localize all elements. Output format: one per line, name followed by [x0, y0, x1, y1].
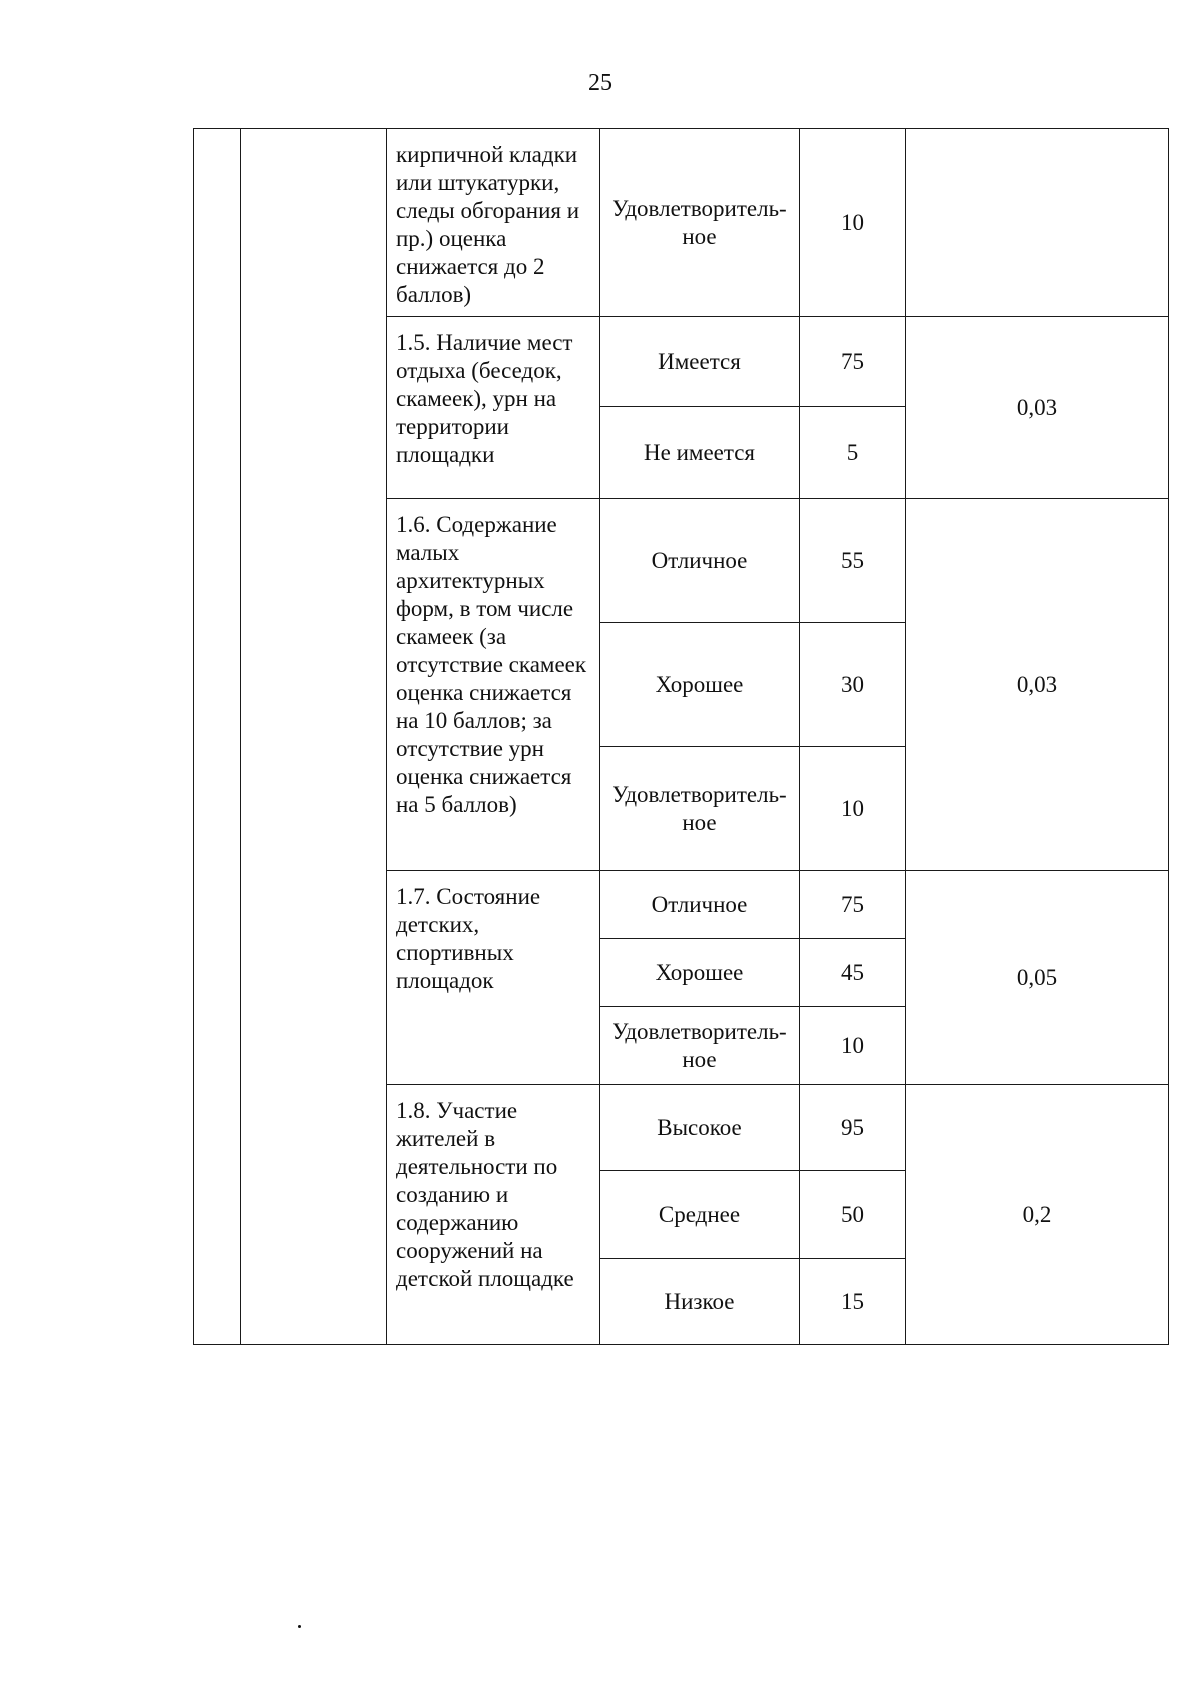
- score-cell: 10: [800, 1007, 906, 1085]
- score-cell: 55: [800, 499, 906, 623]
- grade-cell: Отличное: [600, 499, 800, 623]
- weight-cell: 0,05: [906, 871, 1169, 1085]
- score-cell: 75: [800, 871, 906, 939]
- grade-cell: Имеется: [600, 317, 800, 407]
- score-cell: 10: [800, 747, 906, 871]
- score-cell: 45: [800, 939, 906, 1007]
- score-cell: 75: [800, 317, 906, 407]
- score-cell: 10: [800, 129, 906, 317]
- weight-cell: 0,2: [906, 1085, 1169, 1345]
- criterion-description: кирпичной кладки или штукатурки, следы обгорания и пр.) оценка снижается до 2 баллов): [387, 129, 600, 317]
- criteria-table: [193, 128, 1169, 1345]
- stray-dot-mark: [298, 1625, 301, 1628]
- weight-cell: 0,03: [906, 499, 1169, 871]
- score-cell: 95: [800, 1085, 906, 1171]
- grade-cell: Высокое: [600, 1085, 800, 1171]
- score-cell: 5: [800, 407, 906, 499]
- weight-cell: 0,03: [906, 317, 1169, 499]
- table-row: [194, 129, 1169, 317]
- grade-cell: Среднее: [600, 1171, 800, 1259]
- criterion-description: 1.7. Состояние детских, спортивных площадок: [387, 871, 600, 1085]
- grade-cell: Низкое: [600, 1259, 800, 1345]
- grade-cell: Отличное: [600, 871, 800, 939]
- grade-cell: Хорошее: [600, 939, 800, 1007]
- weight-cell: [906, 129, 1169, 317]
- score-cell: 15: [800, 1259, 906, 1345]
- grade-cell: Удовлетворитель-ное: [600, 1007, 800, 1085]
- column-number-cell: [194, 129, 241, 1345]
- grade-cell: Не имеется: [600, 407, 800, 499]
- criterion-description: 1.5. Наличие мест отдыха (беседок, скамеек), урн на территории площадки: [387, 317, 600, 499]
- score-cell: 30: [800, 623, 906, 747]
- grade-cell: Хорошее: [600, 623, 800, 747]
- score-cell: 50: [800, 1171, 906, 1259]
- criterion-description: 1.6. Содержание малых архитектурных форм, в том числе скамеек (за отсутствие скамеек оценка снижается на 10 баллов; за отсутствие урн оценка снижается на 5 баллов): [387, 499, 600, 871]
- grade-cell: Удовлетворитель-ное: [600, 129, 800, 317]
- column-indicator-cell: [241, 129, 387, 1345]
- grade-cell: Удовлетворитель-ное: [600, 747, 800, 871]
- page-number: 25: [588, 70, 612, 96]
- criterion-description: 1.8. Участие жителей в деятельности по созданию и содержанию сооружений на детской площадке: [387, 1085, 600, 1345]
